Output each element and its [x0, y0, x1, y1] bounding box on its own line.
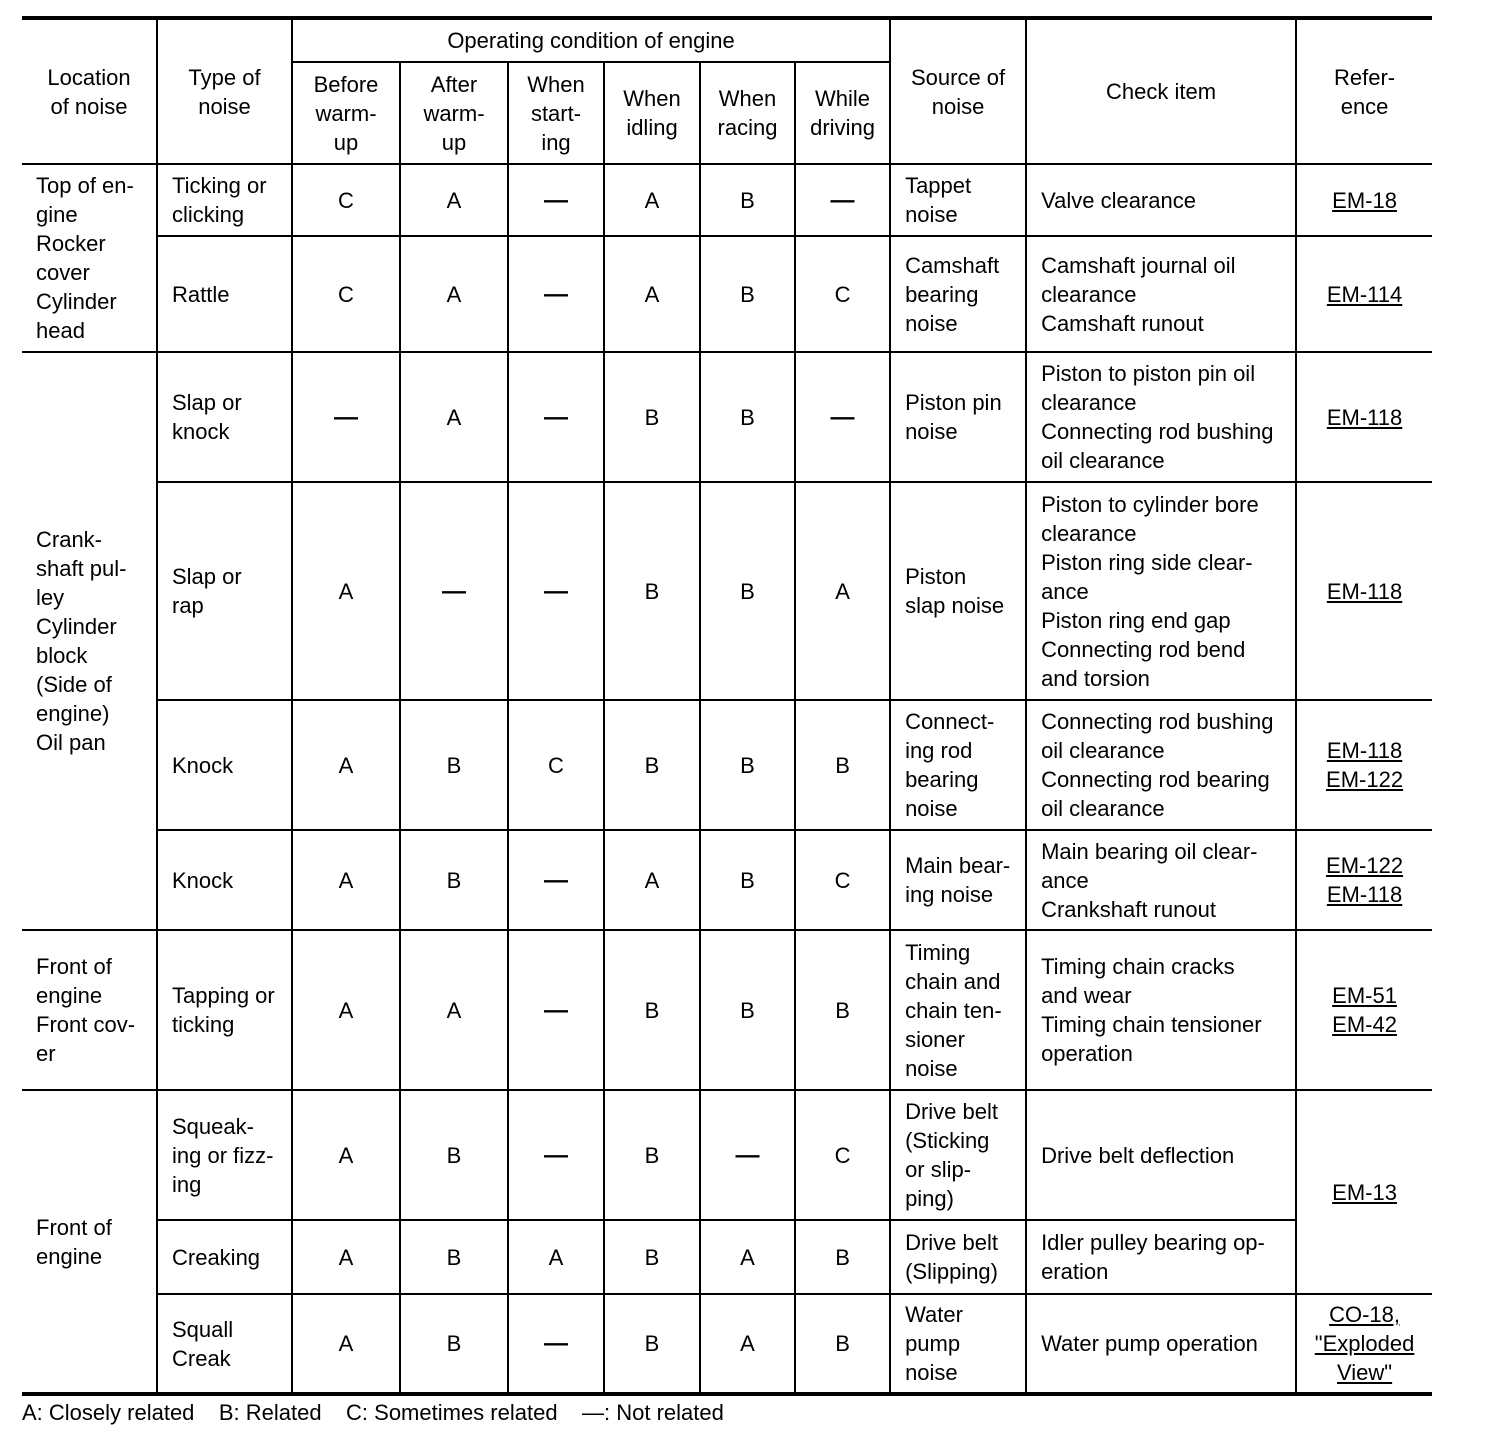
condition-cell: — [400, 482, 508, 700]
reference-link[interactable]: EM-118 [1326, 882, 1403, 907]
reference-cell [1296, 930, 1432, 1090]
table-row [22, 1090, 1432, 1220]
condition-cell: — [508, 830, 604, 930]
condition-cell: A [700, 1294, 795, 1394]
noise-type-cell: Slap or rap [157, 482, 292, 700]
table-row [22, 700, 1432, 830]
condition-cell: B [604, 482, 700, 700]
reference-cell [1296, 700, 1432, 830]
condition-cell: A [292, 1294, 400, 1394]
table-row [22, 236, 1432, 352]
source-cell: Piston slap noise [890, 482, 1026, 700]
check-item-cell: Piston to piston pin oil clearance Connecting rod bushing oil clearance [1026, 352, 1296, 482]
location-cell: Front of engine Front cov- er [22, 930, 157, 1090]
condition-cell: C [795, 1090, 890, 1220]
header-location: Location of noise [22, 18, 157, 164]
reference-link[interactable]: CO-18, "Exploded View" [1314, 1302, 1415, 1385]
condition-cell: A [400, 164, 508, 236]
condition-cell: A [795, 482, 890, 700]
condition-cell: B [400, 1294, 508, 1394]
reference-link[interactable]: EM-122 [1326, 767, 1404, 792]
reference-link[interactable]: EM-18 [1332, 187, 1397, 213]
condition-cell: A [400, 352, 508, 482]
condition-cell: B [400, 830, 508, 930]
condition-cell: — [700, 1090, 795, 1220]
condition-cell: A [700, 1220, 795, 1294]
condition-cell: — [795, 164, 890, 236]
condition-cell: B [700, 482, 795, 700]
condition-cell: C [508, 700, 604, 830]
condition-cell: A [292, 1220, 400, 1294]
reference-link[interactable]: EM-118 [1326, 578, 1403, 604]
condition-cell: C [292, 164, 400, 236]
check-item-cell: Connecting rod bushing oil clearance Connecting rod bearing oil clearance [1026, 700, 1296, 830]
noise-type-cell: Knock [157, 830, 292, 930]
condition-cell: B [604, 1090, 700, 1220]
reference-link[interactable]: EM-42 [1332, 1012, 1397, 1037]
condition-cell: A [292, 482, 400, 700]
header-operating-condition: Operating condition of engine [292, 18, 890, 62]
check-item-cell: Timing chain cracks and wear Timing chain tensioner operation [1026, 930, 1296, 1090]
condition-cell: — [508, 930, 604, 1090]
source-cell: Piston pin noise [890, 352, 1026, 482]
condition-cell: C [795, 236, 890, 352]
table-row [22, 164, 1432, 236]
condition-cell: A [292, 930, 400, 1090]
source-cell: Drive belt (Sticking or slip- ping) [890, 1090, 1026, 1220]
reference-cell [1296, 1090, 1432, 1294]
reference-link[interactable]: EM-114 [1326, 281, 1403, 307]
header-when-starting: When start- ing [508, 62, 604, 164]
check-item-cell: Main bearing oil clear- ance Crankshaft runout [1026, 830, 1296, 930]
condition-cell: A [292, 700, 400, 830]
reference-cell [1296, 830, 1432, 930]
header-type: Type of noise [157, 18, 292, 164]
condition-cell: B [795, 700, 890, 830]
condition-cell: — [508, 236, 604, 352]
condition-cell: B [700, 352, 795, 482]
condition-cell: B [700, 930, 795, 1090]
header-before-warmup: Before warm- up [292, 62, 400, 164]
condition-cell: B [604, 930, 700, 1090]
table-body [22, 164, 1432, 1394]
source-cell: Tappet noise [890, 164, 1026, 236]
reference-cell [1296, 482, 1432, 700]
source-cell: Water pump noise [890, 1294, 1026, 1394]
condition-cell: A [292, 1090, 400, 1220]
source-cell: Timing chain and chain ten- sioner noise [890, 930, 1026, 1090]
condition-cell: — [508, 482, 604, 700]
check-item-cell: Valve clearance [1026, 164, 1296, 236]
reference-link[interactable]: EM-118 [1326, 738, 1403, 763]
check-item-cell: Piston to cylinder bore clearance Piston ring side clear- ance Piston ring end gap Connecting rod bend and torsion [1026, 482, 1296, 700]
reference-cell [1296, 164, 1432, 236]
noise-type-cell: Creaking [157, 1220, 292, 1294]
condition-cell: B [604, 1294, 700, 1394]
noise-type-cell: Ticking or clicking [157, 164, 292, 236]
location-cell: Front of engine [22, 1090, 157, 1394]
condition-cell: B [795, 1220, 890, 1294]
condition-cell: B [604, 700, 700, 830]
noise-type-cell: Squeak- ing or fizz- ing [157, 1090, 292, 1220]
reference-cell [1296, 1294, 1432, 1394]
reference-cell [1296, 236, 1432, 352]
source-cell: Camshaft bearing noise [890, 236, 1026, 352]
source-cell: Connect- ing rod bearing noise [890, 700, 1026, 830]
table-row [22, 352, 1432, 482]
condition-cell: B [604, 1220, 700, 1294]
location-cell: Top of en- gine Rocker cover Cylinder head [22, 164, 157, 352]
condition-cell: B [795, 930, 890, 1090]
condition-cell: B [400, 700, 508, 830]
source-cell: Drive belt (Slipping) [890, 1220, 1026, 1294]
header-reference: Refer- ence [1296, 18, 1432, 164]
noise-type-cell: Rattle [157, 236, 292, 352]
table-row [22, 1294, 1432, 1394]
condition-cell: B [700, 700, 795, 830]
check-item-cell: Camshaft journal oil clearance Camshaft runout [1026, 236, 1296, 352]
table-row [22, 482, 1432, 700]
legend: A: Closely related B: Related C: Sometimes related —: Not related [22, 1400, 724, 1425]
reference-link[interactable]: EM-118 [1326, 404, 1403, 430]
condition-cell: A [292, 830, 400, 930]
condition-cell: — [508, 1294, 604, 1394]
condition-cell: — [508, 1090, 604, 1220]
condition-cell: — [508, 352, 604, 482]
reference-link[interactable]: EM-13 [1332, 1179, 1397, 1205]
condition-cell: A [604, 236, 700, 352]
header-after-warmup: After warm- up [400, 62, 508, 164]
reference-cell [1296, 352, 1432, 482]
condition-cell: C [292, 236, 400, 352]
condition-cell: A [400, 236, 508, 352]
header-while-driving: While driving [795, 62, 890, 164]
condition-cell: B [700, 164, 795, 236]
condition-cell: — [795, 352, 890, 482]
check-item-cell: Water pump operation [1026, 1294, 1296, 1394]
condition-cell: C [795, 830, 890, 930]
source-cell: Main bear- ing noise [890, 830, 1026, 930]
check-item-cell: Idler pulley bearing op- eration [1026, 1220, 1296, 1294]
noise-type-cell: Knock [157, 700, 292, 830]
condition-cell: — [508, 164, 604, 236]
condition-cell: A [604, 830, 700, 930]
table-row [22, 830, 1432, 930]
header-when-idling: When idling [604, 62, 700, 164]
reference-link[interactable]: EM-51 [1332, 983, 1397, 1008]
condition-cell: A [508, 1220, 604, 1294]
check-item-cell: Drive belt deflection [1026, 1090, 1296, 1220]
location-cell: Crank- shaft pul- ley Cylinder block (Side of engine) Oil pan [22, 352, 157, 930]
condition-cell: B [795, 1294, 890, 1394]
reference-link[interactable]: EM-122 [1326, 853, 1404, 878]
header-source: Source of noise [890, 18, 1026, 164]
condition-cell: B [400, 1090, 508, 1220]
condition-cell: B [700, 830, 795, 930]
condition-cell: B [604, 352, 700, 482]
table-row [22, 930, 1432, 1090]
engine-noise-table [22, 16, 1432, 1396]
condition-cell: A [400, 930, 508, 1090]
condition-cell: B [400, 1220, 508, 1294]
noise-type-cell: Slap or knock [157, 352, 292, 482]
condition-cell: — [292, 352, 400, 482]
header-when-racing: When racing [700, 62, 795, 164]
condition-cell: A [604, 164, 700, 236]
table-row [22, 1220, 1432, 1294]
noise-type-cell: Tapping or ticking [157, 930, 292, 1090]
noise-type-cell: Squall Creak [157, 1294, 292, 1394]
condition-cell: B [700, 236, 795, 352]
header-check-item: Check item [1026, 18, 1296, 164]
